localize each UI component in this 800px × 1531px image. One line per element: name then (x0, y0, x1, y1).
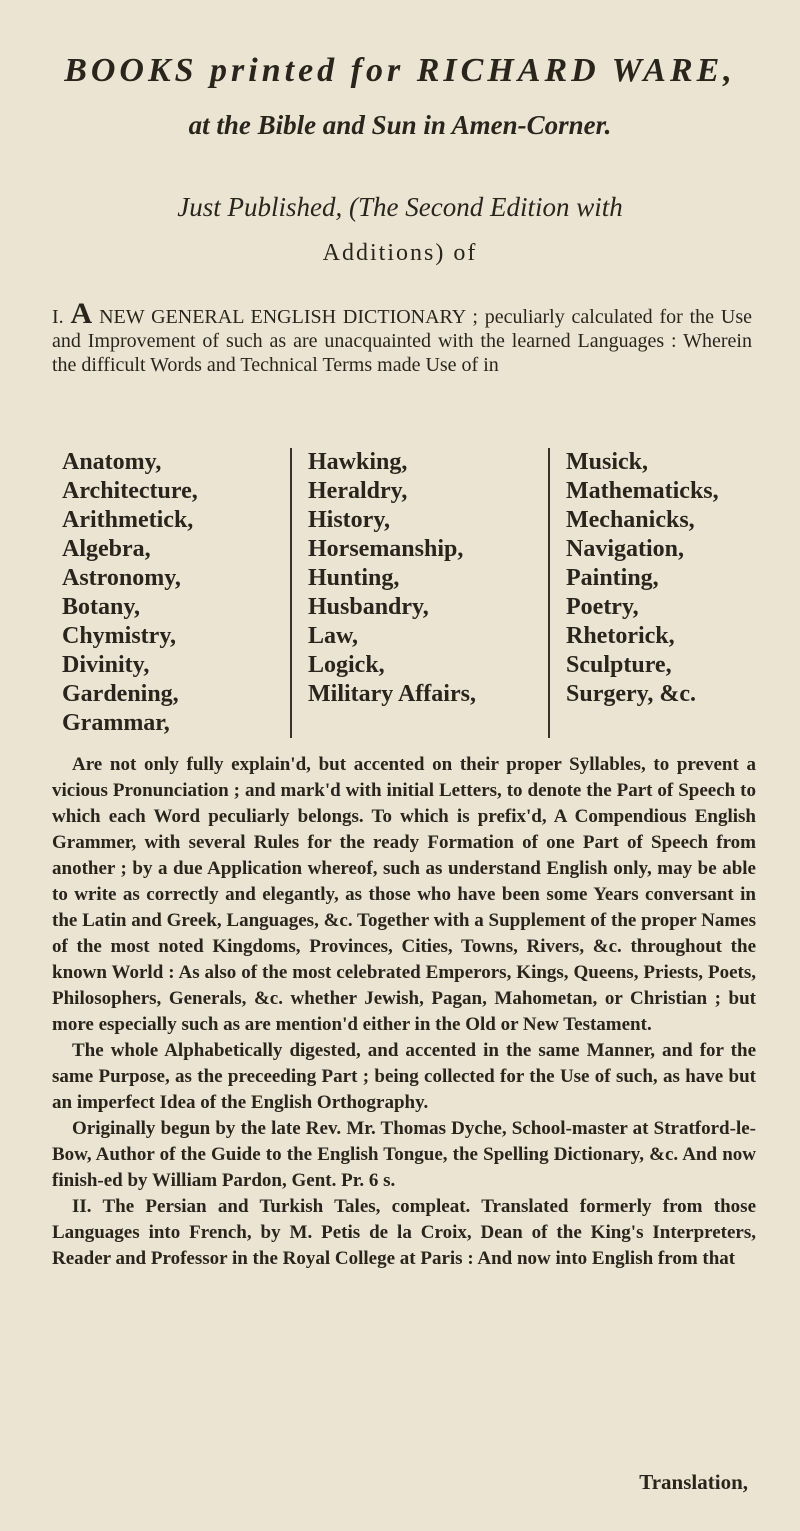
subject-entry: Painting, (566, 565, 659, 591)
item-one-title (52, 297, 753, 377)
subject-entry: Botany, (62, 594, 141, 620)
subject-entry: Musick, (566, 449, 649, 475)
subject-entry: Mechanicks, (566, 507, 695, 533)
subject-entry: Astronomy, (62, 565, 181, 591)
subject-entry: Law, (308, 623, 359, 649)
item-one-text: NEW GENERAL ENGLISH DICTIONARY ; peculiarly calculated for the Use and Improvement of such as are unacquainted with the learned Languages : Wherein the difficult Words and Technical Terms made Use of in (52, 306, 753, 376)
subject-entry: Navigation, (566, 536, 685, 562)
subject-column-c (548, 448, 788, 738)
subject-column-b (290, 448, 520, 738)
subject-entry: Horsemanship, (308, 536, 464, 562)
subject-entry: Husbandry, (308, 594, 429, 620)
subject-entry: Chymistry, (62, 623, 176, 649)
subject-entry: Arithmetick, (62, 507, 194, 533)
item-two-paragraph: II. The Persian and Turkish Tales, compleat. Translated formerly from those Languages into French, by M. Petis de la Croix, Dean of the King's Interpreters, Reader and Professor in the Royal College at Paris : And now into English from that (52, 1196, 756, 1269)
publisher-heading: BOOKS printed for RICHARD WARE, (64, 52, 736, 89)
subject-entry: Gardening, (62, 681, 179, 707)
catchword: Translation, (639, 1470, 748, 1494)
subject-entry: Hawking, (308, 449, 408, 475)
subject-columns (62, 448, 760, 738)
subject-entry: Mathematicks, (566, 478, 719, 504)
subject-entry: Logick, (308, 652, 385, 678)
description-paragraph: Are not only fully explain'd, but accented on their proper Syllables, to prevent a vicious Pronunciation ; and mark'd with initial Letters, to denote the Part of Speech to which each Word peculiarly belongs. To which is prefix'd, A Compendious English Grammer, with several Rules for the ready Formation of one Part of Speech from another ; by a due Application whereof, such as understand English only, may be able to write as correctly and elegantly, as those who have been some Years conversant in the Latin and Greek, Languages, &c. Together with a Supplement of the proper Names of the most noted Kingdoms, Provinces, Cities, Towns, Rivers, &c. throughout the known World : As also of the most celebrated Emperors, Kings, Queens, Priests, Poets, Philosophers, Generals, &c. whether Jewish, Pagan, Mahometan, or Christian ; but more especially such as are mention'd either in the Old or New Testament. (52, 754, 756, 1035)
subject-entry: History, (308, 507, 390, 533)
subject-entry: Surgery, &c. (566, 681, 696, 707)
subject-entry: Anatomy, (62, 449, 162, 475)
subject-entry: Grammar, (62, 710, 170, 736)
subject-entry: Divinity, (62, 652, 150, 678)
subject-entry: Heraldry, (308, 478, 408, 504)
item-numeral: I. (52, 306, 64, 328)
subject-entry: Algebra, (62, 536, 151, 562)
subject-entry: Rhetorick, (566, 623, 675, 649)
subject-entry: Sculpture, (566, 652, 672, 678)
drop-letter: A (70, 297, 93, 330)
subject-entry: Architecture, (62, 478, 198, 504)
arrangement-paragraph: The whole Alphabetically digested, and accented in the same Manner, and for the same Purpose, as the preceeding Part ; being collected for the Use of such, as have but an imperfect Idea of the English Orthography. (52, 1040, 756, 1113)
subject-entry: Military Affairs, (308, 681, 476, 707)
subject-entry: Poetry, (566, 594, 639, 620)
publisher-address: at the Bible and Sun in Amen-Corner. (188, 110, 612, 140)
just-published-line: Just Published, (The Second Edition with (177, 192, 623, 222)
subject-entry: Hunting, (308, 565, 400, 591)
subject-column-a (62, 448, 262, 738)
additions-line: Additions) of (322, 240, 478, 266)
author-paragraph: Originally begun by the late Rev. Mr. Thomas Dyche, School-master at Stratford-le-Bow, Author of the Guide to the English Tongue, the Spelling Dictionary, &c. And now finish-ed by William Pardon, Gent. Pr. 6 s. (52, 1118, 756, 1191)
description-body (52, 752, 756, 1272)
